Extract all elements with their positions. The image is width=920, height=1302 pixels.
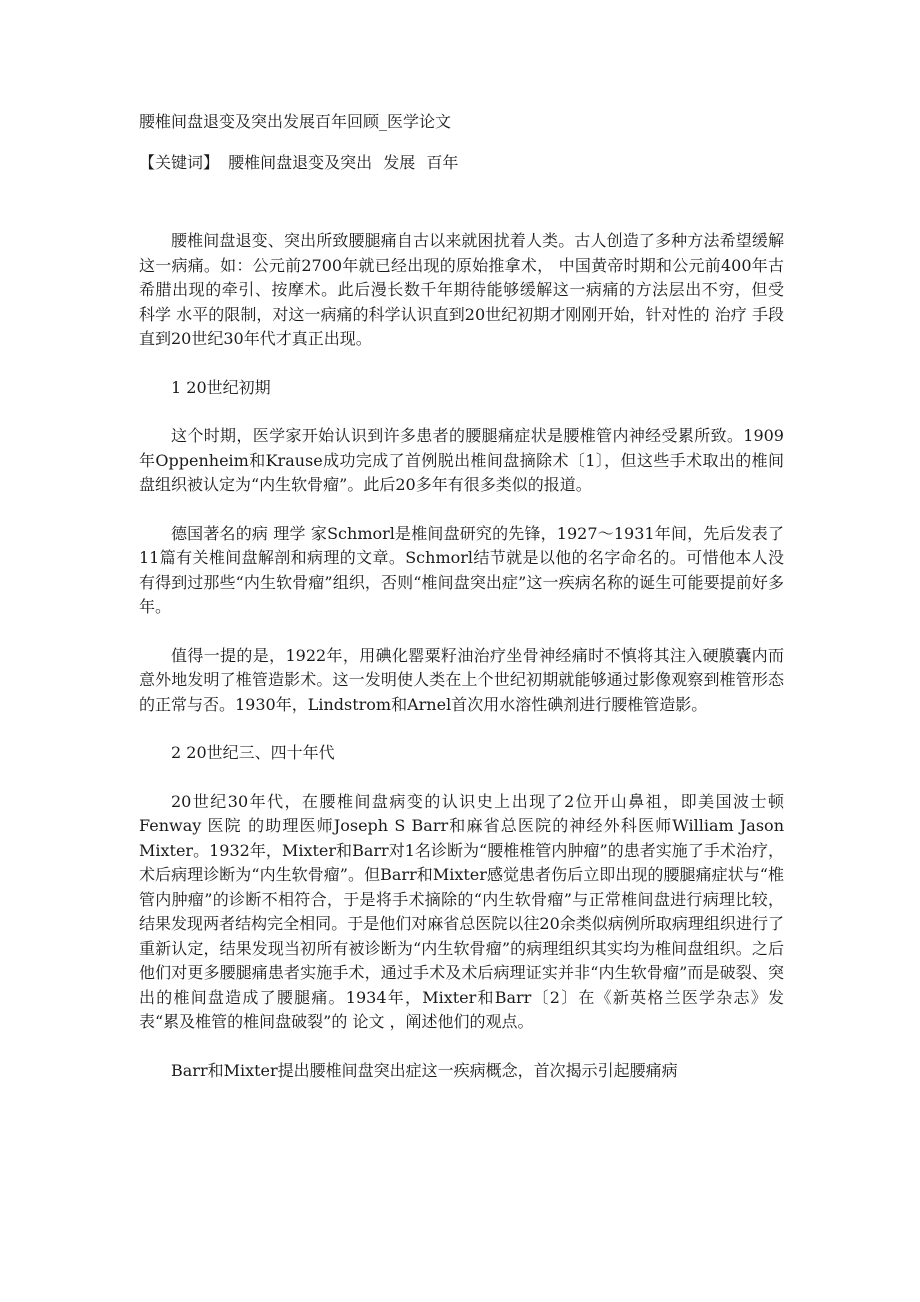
body-paragraph: 德国著名的病 理学 家Schmorl是椎间盘研究的先锋，1927～1931年间，先后发表了11篇有关椎间盘解剖和病理的文章。Schmorl结节就是以他的名字命名的。可惜他本人没有得到过那些“内生软骨瘤”组织，否则“椎间盘突出症”这一疾病名称的诞生可能要提前好多年。 bbox=[139, 523, 784, 616]
section-heading: 1 20世纪初期 bbox=[171, 377, 271, 397]
document-page bbox=[139, 110, 784, 1107]
document-title: 腰椎间盘退变及突出发展百年回顾_医学论文 bbox=[139, 112, 452, 131]
body-paragraph: 20世纪30年代，在腰椎间盘病变的认识史上出现了2位开山鼻祖，即美国波士顿Fenway 医院 的助理医师Joseph S Barr和麻省总医院的神经外科医师William Jason Mixter。1932年，Mixter和Barr对1名诊断为“腰椎椎管内肿瘤”的患者实施了手术治疗，术后病理诊断为“内生软骨瘤”。但Barr和Mixter感觉患者伤后立即出现的腰腿痛症状与“椎管内肿瘤”的诊断不相符合，于是将手术摘除的“内生软骨瘤”与正常椎间盘进行病理比较，结果发现两者结构完全相同。于是他们对麻省总医院以往20余类似病例所取病理组织进行了重新认定，结果发现当初所有被诊断为“内生软骨瘤”的病理组织其实均为椎间盘组织。之后他们对更多腰腿痛患者实施手术，通过手术及术后病理证实并非“内生软骨瘤”而是破裂、突出的椎间盘造成了腰腿痛。1934年，Mixter和Barr〔2〕在《新英格兰医学杂志》发表“累及椎管的椎间盘破裂”的 论文 ，阐述他们的观点。 bbox=[139, 791, 784, 1031]
body-paragraph: Barr和Mixter提出腰椎间盘突出症这一疾病概念，首次揭示引起腰痛病 bbox=[171, 1060, 678, 1080]
keywords-line bbox=[139, 151, 784, 176]
body-paragraph: 值得一提的是，1922年，用碘化罂粟籽油治疗坐骨神经痛时不慎将其注入硬膜囊内而意外地发明了椎管造影术。这一发明使人类在上个世纪初期就能够通过影像观察到椎管形态的正常与否。1930年，Lindstrom和Arnel首次用水溶性碘剂进行腰椎管造影。 bbox=[139, 645, 784, 714]
section-heading: 2 20世纪三、四十年代 bbox=[171, 743, 335, 762]
body-paragraph: 这个时期，医学家开始认识到许多患者的腰腿痛症状是腰椎管内神经受累所致。1909年Oppenheim和Krause成功完成了首例脱出椎间盘摘除术〔1〕，但这些手术取出的椎间盘组织被认定为“内生软骨瘤”。此后20多年有很多类似的报道。 bbox=[139, 426, 784, 494]
keyword-term: 腰椎间盘退变及突出 bbox=[228, 152, 373, 172]
keywords-label: 【关键词】 bbox=[139, 152, 220, 172]
keyword-term: 发展 bbox=[383, 152, 416, 172]
keyword-term: 百年 bbox=[426, 152, 459, 172]
intro-paragraph: 腰椎间盘退变、突出所致腰腿痛自古以来就困扰着人类。古人创造了多种方法希望缓解这一病痛。如：公元前2700年就已经出现的原始推拿术， 中国黄帝时期和公元前400年古希腊出现的牵引、按摩术。此后漫长数千年期待能够缓解这一病痛的方法层出不穷，但受 科学 水平的限制，对这一病痛的科学认识直到20世纪初期才刚刚开始，针对性的 治疗 手段直到20世纪30年代才真正出现。 bbox=[139, 231, 784, 348]
